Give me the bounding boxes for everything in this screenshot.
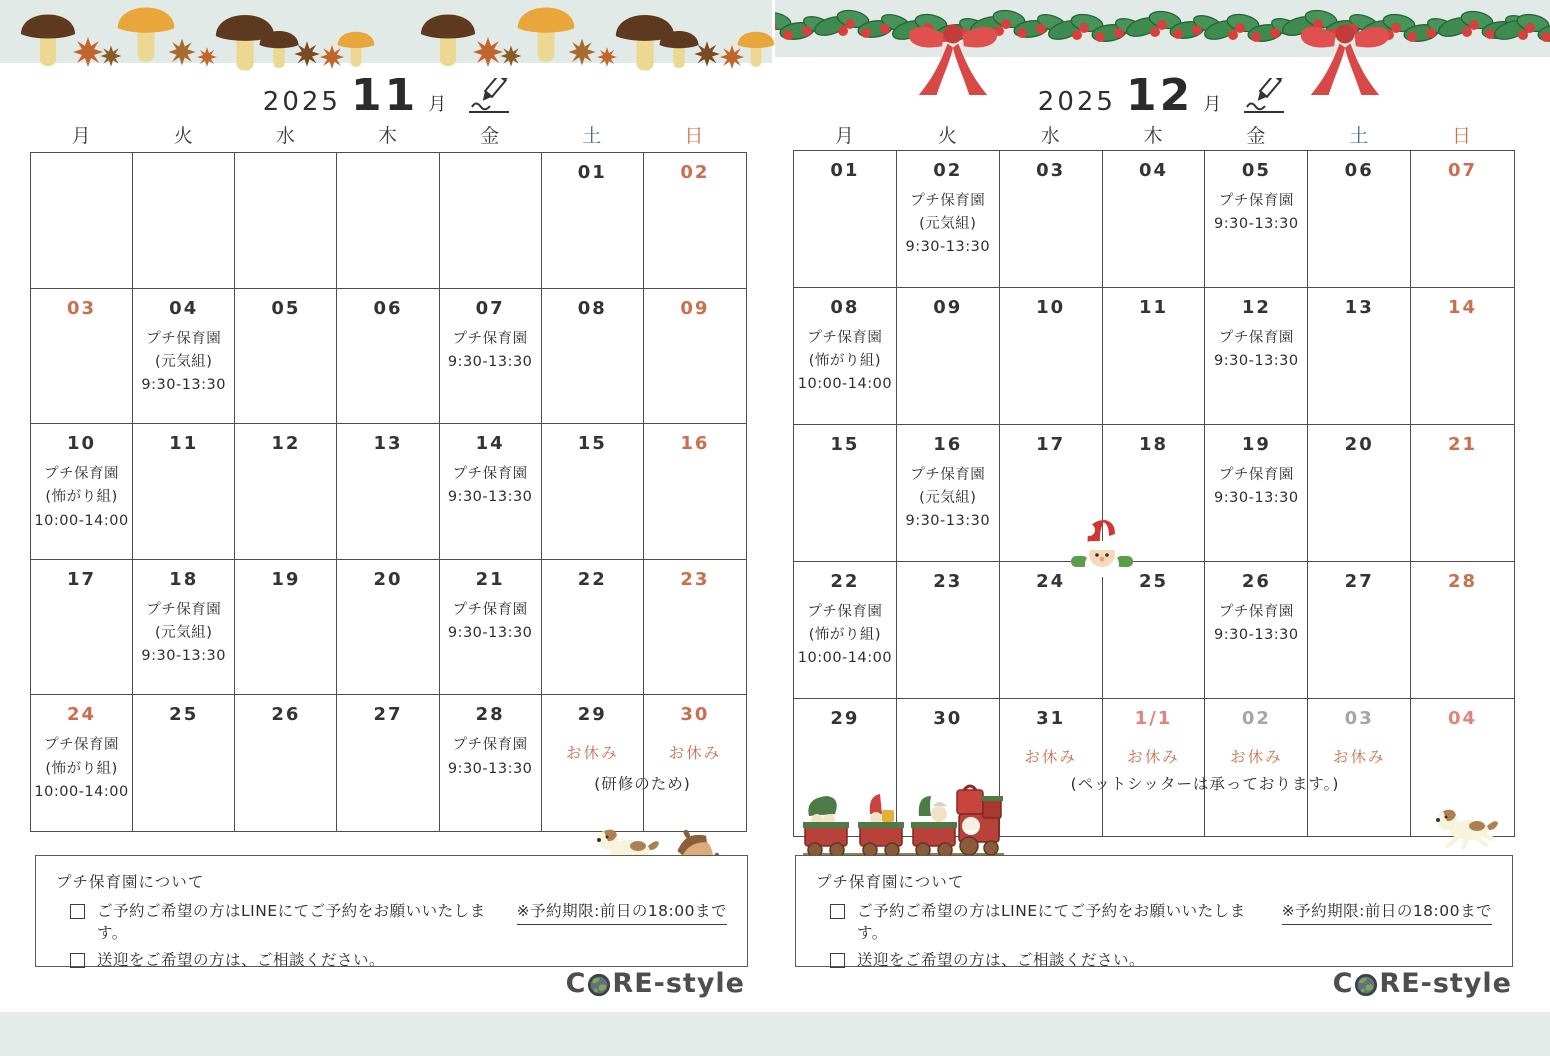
calendar-cell bbox=[1205, 288, 1308, 425]
christmas-train-icon bbox=[801, 784, 1006, 862]
date-number: 16 bbox=[680, 433, 710, 455]
title-month-number: 12 bbox=[1125, 70, 1194, 121]
calendar-grid bbox=[793, 150, 1515, 837]
date-number: 16 bbox=[933, 434, 963, 455]
date-number: 25 bbox=[169, 704, 199, 726]
note-text: 送迎をご希望の方は、ご相談ください。 bbox=[857, 951, 1146, 970]
calendar-cell bbox=[794, 151, 897, 288]
calendar-cell bbox=[337, 560, 439, 696]
calendar-cell bbox=[1411, 562, 1514, 699]
date-number: 08 bbox=[830, 297, 860, 318]
date-number: 02 bbox=[1241, 708, 1271, 729]
closed-label: お休み bbox=[668, 744, 722, 763]
title-year: 2025 bbox=[1037, 87, 1116, 117]
date-number: 03 bbox=[1344, 708, 1374, 729]
calendar-cell bbox=[235, 695, 337, 831]
date-number: 01 bbox=[577, 162, 607, 183]
weekday-label: 日 bbox=[1452, 125, 1472, 147]
calendar-cell bbox=[542, 153, 644, 289]
weekday-label: 月 bbox=[834, 125, 854, 147]
checkbox-icon bbox=[830, 904, 845, 919]
date-number: 15 bbox=[830, 434, 860, 455]
calendar-cell bbox=[133, 289, 235, 425]
calendar-cell bbox=[31, 560, 133, 696]
calendar-cell bbox=[1000, 288, 1103, 425]
weekday-label: 金 bbox=[1246, 125, 1266, 147]
calendar-cell bbox=[31, 153, 133, 289]
calendar-cell bbox=[440, 289, 542, 425]
date-number: 19 bbox=[271, 568, 301, 590]
date-number: 24 bbox=[67, 704, 97, 726]
date-number: 03 bbox=[67, 297, 97, 319]
weekday-label: 火 bbox=[937, 125, 957, 147]
event-text: プチ保育園 9:30-13:30 bbox=[1214, 604, 1299, 644]
date-number: 07 bbox=[1448, 160, 1478, 181]
event-text: プチ保育園 (怖がり組) 10:00-14:00 bbox=[34, 466, 129, 529]
calendar-cell bbox=[440, 424, 542, 560]
calendar-cell bbox=[542, 695, 644, 831]
closure-reason-note: (研修のため) bbox=[594, 775, 691, 793]
weekday-label: 水 bbox=[275, 125, 295, 147]
calendar-cell bbox=[235, 153, 337, 289]
event-text: プチ保育園 (元気組) 9:30-13:30 bbox=[141, 330, 226, 393]
date-number: 30 bbox=[680, 704, 710, 726]
weekday-label: 木 bbox=[377, 125, 397, 147]
date-number: 26 bbox=[271, 704, 301, 726]
calendar-cell bbox=[1411, 425, 1514, 562]
weekday-label: 日 bbox=[684, 125, 704, 147]
date-number: 26 bbox=[1241, 571, 1271, 592]
note-text: ご予約ご希望の方はLINEにてご予約をお願いいたします。 bbox=[857, 902, 1246, 942]
calendar-cell bbox=[337, 695, 439, 831]
weekday-label: 土 bbox=[582, 125, 602, 147]
date-number: 1/1 bbox=[1134, 708, 1173, 729]
calendar-cell bbox=[1205, 151, 1308, 288]
date-number: 18 bbox=[169, 568, 199, 590]
weekday-label: 木 bbox=[1143, 125, 1163, 147]
date-number: 31 bbox=[1036, 708, 1066, 729]
calendar-cell bbox=[794, 288, 897, 425]
date-number: 19 bbox=[1241, 434, 1271, 455]
calendar-cell bbox=[897, 425, 1000, 562]
date-number: 09 bbox=[933, 297, 963, 318]
pencil-icon bbox=[466, 78, 512, 118]
calendar-cell bbox=[337, 153, 439, 289]
calendar-cell bbox=[337, 289, 439, 425]
calendar-cell bbox=[542, 424, 644, 560]
date-number: 10 bbox=[67, 433, 97, 455]
closed-label: お休み bbox=[1332, 748, 1386, 766]
date-number: 06 bbox=[373, 297, 403, 319]
calendar-cell bbox=[133, 695, 235, 831]
event-text: プチ保育園 9:30-13:30 bbox=[447, 466, 533, 506]
calendar-cell bbox=[1000, 151, 1103, 288]
notes-box bbox=[795, 855, 1513, 970]
date-number: 22 bbox=[830, 571, 860, 592]
checkbox-icon bbox=[830, 953, 845, 968]
globe-icon bbox=[587, 973, 611, 997]
pencil-icon bbox=[1241, 78, 1287, 118]
date-number: 21 bbox=[475, 568, 505, 590]
notes-box bbox=[35, 855, 748, 970]
event-text: プチ保育園 9:30-13:30 bbox=[1214, 193, 1299, 233]
date-number: 27 bbox=[1344, 571, 1374, 592]
date-number: 14 bbox=[475, 433, 505, 455]
peeking-santa-icon bbox=[1069, 514, 1135, 578]
date-number: 27 bbox=[373, 704, 403, 726]
weekday-row bbox=[30, 122, 745, 150]
calendar-cell bbox=[644, 424, 746, 560]
date-number: 20 bbox=[1344, 434, 1374, 455]
calendar-cell bbox=[1308, 699, 1411, 836]
bottom-band bbox=[0, 1012, 1550, 1056]
checkbox-icon bbox=[70, 953, 85, 968]
calendar-cell bbox=[235, 424, 337, 560]
event-text: プチ保育園 (元気組) 9:30-13:30 bbox=[905, 467, 991, 530]
mushroom-leaves-icon bbox=[0, 0, 775, 78]
date-number: 20 bbox=[373, 568, 403, 590]
date-number: 13 bbox=[373, 433, 403, 455]
date-number: 29 bbox=[830, 708, 860, 729]
calendar-cell bbox=[235, 560, 337, 696]
date-number: 06 bbox=[1344, 160, 1374, 181]
date-number: 30 bbox=[933, 708, 963, 729]
note-line-reservation bbox=[830, 901, 1492, 944]
event-text: プチ保育園 (元気組) 9:30-13:30 bbox=[905, 193, 991, 256]
date-number: 09 bbox=[680, 297, 710, 319]
calendar-cell bbox=[1103, 699, 1206, 836]
globe-icon bbox=[1354, 973, 1378, 997]
date-number: 05 bbox=[271, 297, 301, 319]
calendar-cell bbox=[644, 153, 746, 289]
date-number: 28 bbox=[1448, 571, 1478, 592]
event-text: プチ保育園 9:30-13:30 bbox=[1214, 467, 1299, 507]
date-number: 02 bbox=[680, 162, 710, 183]
date-number: 04 bbox=[169, 297, 199, 319]
event-text: プチ保育園 9:30-13:30 bbox=[447, 330, 533, 370]
calendar-cell bbox=[1308, 288, 1411, 425]
date-number: 04 bbox=[1138, 160, 1169, 181]
calendar-cell bbox=[1000, 699, 1103, 836]
calendar-cell bbox=[897, 288, 1000, 425]
logo-text-c: C bbox=[565, 968, 587, 999]
calendar-cell bbox=[1411, 151, 1514, 288]
date-number: 15 bbox=[577, 433, 607, 455]
calendar-cell bbox=[897, 562, 1000, 699]
running-dog-icon bbox=[1433, 804, 1503, 854]
date-number: 08 bbox=[577, 297, 607, 319]
closed-label: お休み bbox=[1127, 748, 1180, 766]
calendar-cell bbox=[644, 695, 746, 831]
note-deadline: ※予約期限:前日の18:00まで bbox=[517, 901, 727, 925]
weekday-label: 水 bbox=[1040, 125, 1060, 147]
calendar-cell bbox=[644, 560, 746, 696]
date-number: 18 bbox=[1138, 434, 1169, 455]
closed-label: お休み bbox=[1230, 748, 1283, 766]
month-title bbox=[0, 70, 775, 122]
calendar-cell bbox=[440, 695, 542, 831]
calendar-cell bbox=[794, 425, 897, 562]
calendar-cell bbox=[31, 695, 133, 831]
calendar-cell bbox=[1103, 288, 1206, 425]
weekday-label: 火 bbox=[173, 125, 193, 147]
event-text: プチ保育園 9:30-13:30 bbox=[1214, 330, 1299, 370]
date-number: 13 bbox=[1344, 297, 1374, 318]
date-number: 10 bbox=[1036, 297, 1066, 318]
title-month-suffix: 月 bbox=[428, 94, 447, 115]
note-text: 送迎をご希望の方は、ご相談ください。 bbox=[97, 951, 386, 970]
event-text: プチ保育園 (怖がり組) 10:00-14:00 bbox=[797, 604, 893, 667]
calendar-cell bbox=[31, 289, 133, 425]
event-text: プチ保育園 (怖がり組) 10:00-14:00 bbox=[34, 737, 129, 800]
closed-label: お休み bbox=[1024, 748, 1077, 766]
title-month-number: 11 bbox=[350, 70, 419, 121]
date-number: 17 bbox=[1036, 434, 1066, 455]
core-style-logo bbox=[1333, 968, 1512, 999]
weekday-label: 金 bbox=[480, 125, 500, 147]
date-number: 03 bbox=[1036, 160, 1066, 181]
date-number: 21 bbox=[1448, 434, 1478, 455]
calendar-cell bbox=[1103, 562, 1206, 699]
date-number: 14 bbox=[1448, 297, 1478, 318]
calendar-cell bbox=[31, 424, 133, 560]
logo-text-rest: RE-style bbox=[1379, 968, 1512, 999]
date-number: 05 bbox=[1241, 160, 1271, 181]
date-number: 02 bbox=[933, 160, 963, 181]
date-number: 11 bbox=[169, 433, 199, 455]
checkbox-icon bbox=[70, 904, 85, 919]
logo-text-rest: RE-style bbox=[612, 968, 745, 999]
event-text: プチ保育園 (元気組) 9:30-13:30 bbox=[141, 601, 226, 665]
date-number: 11 bbox=[1138, 297, 1169, 318]
calendar-cell bbox=[1205, 425, 1308, 562]
calendar-cell bbox=[1103, 151, 1206, 288]
date-number: 24 bbox=[1036, 571, 1066, 592]
note-line-reservation bbox=[70, 901, 727, 944]
calendar-cell bbox=[1205, 562, 1308, 699]
date-number: 28 bbox=[475, 704, 505, 726]
date-number: 25 bbox=[1138, 571, 1169, 592]
calendar-cell bbox=[897, 151, 1000, 288]
weekday-label: 土 bbox=[1349, 125, 1369, 147]
calendar-cell bbox=[794, 562, 897, 699]
calendar-cell bbox=[440, 153, 542, 289]
weekday-label: 月 bbox=[71, 125, 91, 147]
month-title bbox=[775, 70, 1550, 122]
calendar-cell bbox=[542, 560, 644, 696]
december-page bbox=[775, 0, 1550, 1056]
calendar-cell bbox=[440, 560, 542, 696]
notes-title: プチ保育園について bbox=[816, 873, 965, 891]
calendar-cell bbox=[1411, 288, 1514, 425]
core-style-logo bbox=[566, 968, 745, 999]
calendar-cell bbox=[235, 289, 337, 425]
calendar-cell bbox=[1308, 562, 1411, 699]
calendar-cell bbox=[133, 560, 235, 696]
event-text: プチ保育園 9:30-13:30 bbox=[447, 601, 533, 641]
calendar-cell bbox=[1308, 151, 1411, 288]
date-number: 23 bbox=[680, 568, 710, 590]
petsitter-note: (ペットシッターは承っております。) bbox=[1070, 775, 1340, 793]
note-deadline: ※予約期限:前日の18:00まで bbox=[1282, 901, 1492, 925]
calendar-cell bbox=[644, 289, 746, 425]
date-number: 04 bbox=[1448, 708, 1478, 729]
title-year: 2025 bbox=[262, 87, 341, 117]
event-text: プチ保育園 (怖がり組) 10:00-14:00 bbox=[797, 330, 893, 393]
calendar-cell bbox=[133, 153, 235, 289]
date-number: 29 bbox=[577, 704, 607, 726]
date-number: 07 bbox=[475, 297, 505, 319]
calendar-grid bbox=[30, 152, 747, 832]
date-number: 22 bbox=[577, 568, 607, 590]
calendar-cell bbox=[337, 424, 439, 560]
event-text: プチ保育園 9:30-13:30 bbox=[447, 737, 533, 777]
calendar-cell bbox=[1000, 562, 1103, 699]
logo-text-c: C bbox=[1332, 968, 1354, 999]
date-number: 12 bbox=[271, 433, 301, 455]
date-number: 17 bbox=[67, 568, 97, 590]
calendar-cell bbox=[1205, 699, 1308, 836]
date-number: 12 bbox=[1241, 297, 1271, 318]
closed-label: お休み bbox=[566, 744, 619, 763]
note-text: ご予約ご希望の方はLINEにてご予約をお願いいたします。 bbox=[97, 902, 486, 942]
weekday-row bbox=[793, 122, 1513, 150]
calendar-cell bbox=[133, 424, 235, 560]
date-number: 01 bbox=[830, 160, 860, 181]
calendar-cell bbox=[1308, 425, 1411, 562]
calendar-cell bbox=[542, 289, 644, 425]
notes-title: プチ保育園について bbox=[56, 873, 205, 891]
title-month-suffix: 月 bbox=[1203, 94, 1222, 115]
date-number: 23 bbox=[933, 571, 963, 592]
